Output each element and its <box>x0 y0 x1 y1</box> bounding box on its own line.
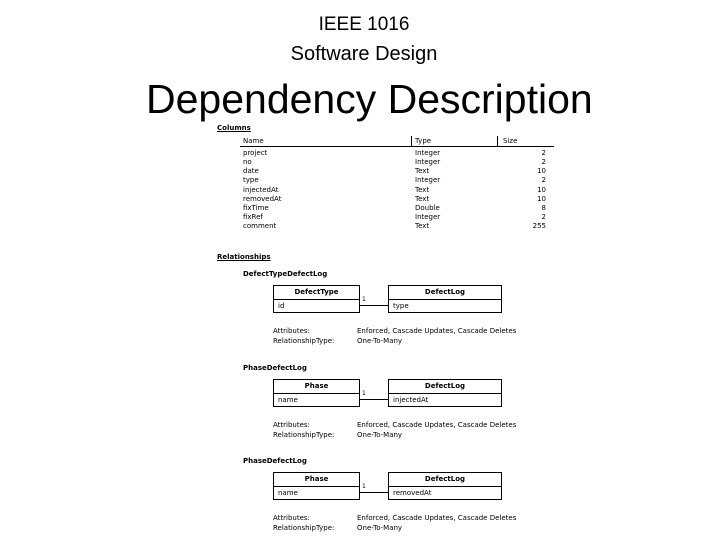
column-name: type <box>243 176 259 185</box>
table-divider <box>274 393 359 394</box>
cardinality-label: 1 <box>362 483 366 490</box>
column-type: Integer <box>415 158 441 167</box>
column-name: fixRef <box>243 213 263 222</box>
table-row <box>243 158 553 166</box>
column-size: 2 <box>541 149 546 157</box>
column-type: Text <box>415 222 430 231</box>
relationship-type-label: RelationshipType: <box>273 337 335 345</box>
relationship-connector <box>359 492 388 493</box>
right-table-box <box>388 379 502 407</box>
slide-title-line1: IEEE 1016 <box>318 14 410 35</box>
column-name: date <box>243 167 259 176</box>
table-row <box>243 204 553 212</box>
right-table-box <box>388 472 502 500</box>
right-table-field: injectedAt <box>393 396 429 404</box>
attributes-value: Enforced, Cascade Updates, Cascade Deletes <box>357 514 517 522</box>
columns-section-label: Columns <box>217 124 251 132</box>
cardinality-label: 1 <box>362 296 366 303</box>
left-table-field: name <box>278 489 298 497</box>
relationships-section-label: Relationships <box>217 253 271 261</box>
left-table-field: name <box>278 396 298 404</box>
header-underline <box>240 146 554 147</box>
relationship-type-label: RelationshipType: <box>273 431 335 439</box>
right-table-field: removedAt <box>393 489 432 497</box>
table-row <box>243 167 553 175</box>
left-table-box <box>273 379 360 407</box>
relationship-name: PhaseDefectLog <box>243 364 307 372</box>
left-table-box <box>273 285 360 313</box>
table-row <box>243 176 553 184</box>
relationship-connector <box>359 399 388 400</box>
column-size: 10 <box>537 194 546 203</box>
attributes-label: Attributes: <box>273 514 310 522</box>
cardinality-label: 1 <box>362 390 366 397</box>
relationship-type-value: One-To-Many <box>357 431 403 439</box>
header-divider <box>497 136 498 147</box>
column-name: comment <box>243 222 277 231</box>
left-table-box <box>273 472 360 500</box>
column-type: Integer <box>415 213 441 222</box>
column-size: 2 <box>541 213 546 222</box>
right-table-name: DefectLog <box>424 288 466 296</box>
left-table-name: DefectType <box>294 288 339 296</box>
slide-heading: Dependency Description <box>146 76 593 122</box>
attributes-value: Enforced, Cascade Updates, Cascade Deletes <box>357 421 517 429</box>
column-size: 2 <box>541 158 546 167</box>
column-type: Double <box>415 203 440 212</box>
column-type: Integer <box>415 176 441 185</box>
relationship-type-label: RelationshipType: <box>273 524 335 532</box>
attributes-label: Attributes: <box>273 327 310 335</box>
relationship-connector <box>359 305 388 306</box>
right-table-name: DefectLog <box>424 382 466 390</box>
table-divider <box>274 299 359 300</box>
table-divider <box>389 393 501 394</box>
table-row <box>243 195 553 203</box>
table-row <box>243 186 553 194</box>
header-divider <box>411 136 412 147</box>
relationship-type-value: One-To-Many <box>357 337 403 345</box>
relationship-name: DefectTypeDefectLog <box>243 270 328 278</box>
right-table-field: type <box>393 302 409 310</box>
column-size: 8 <box>541 203 546 212</box>
relationship-name: PhaseDefectLog <box>243 457 307 465</box>
header-name: Name <box>243 137 264 145</box>
column-name: no <box>243 158 252 167</box>
column-name: fixTime <box>243 203 269 212</box>
column-size: 10 <box>537 167 546 176</box>
attributes-value: Enforced, Cascade Updates, Cascade Deletes <box>357 327 517 335</box>
table-divider <box>389 486 501 487</box>
column-name: removedAt <box>243 194 282 203</box>
header-size: Size <box>503 137 518 145</box>
table-row <box>243 213 553 221</box>
column-type: Text <box>415 194 430 203</box>
column-type: Text <box>415 185 430 194</box>
column-name: project <box>243 149 268 157</box>
right-table-box <box>388 285 502 313</box>
column-size: 10 <box>537 185 546 194</box>
left-table-name: Phase <box>304 475 329 483</box>
attributes-label: Attributes: <box>273 421 310 429</box>
table-divider <box>389 299 501 300</box>
column-type: Integer <box>415 149 441 157</box>
left-table-field: id <box>278 302 285 310</box>
right-table-name: DefectLog <box>424 475 466 483</box>
table-row <box>243 149 553 157</box>
header-type: Type <box>415 137 432 145</box>
column-name: injectedAt <box>243 185 279 194</box>
left-table-name: Phase <box>304 382 329 390</box>
table-divider <box>274 486 359 487</box>
column-type: Text <box>415 167 430 176</box>
relationship-type-value: One-To-Many <box>357 524 403 532</box>
table-row <box>243 222 553 230</box>
column-size: 255 <box>532 222 546 231</box>
column-size: 2 <box>541 176 546 185</box>
slide-title-line2: Software Design <box>290 43 438 65</box>
